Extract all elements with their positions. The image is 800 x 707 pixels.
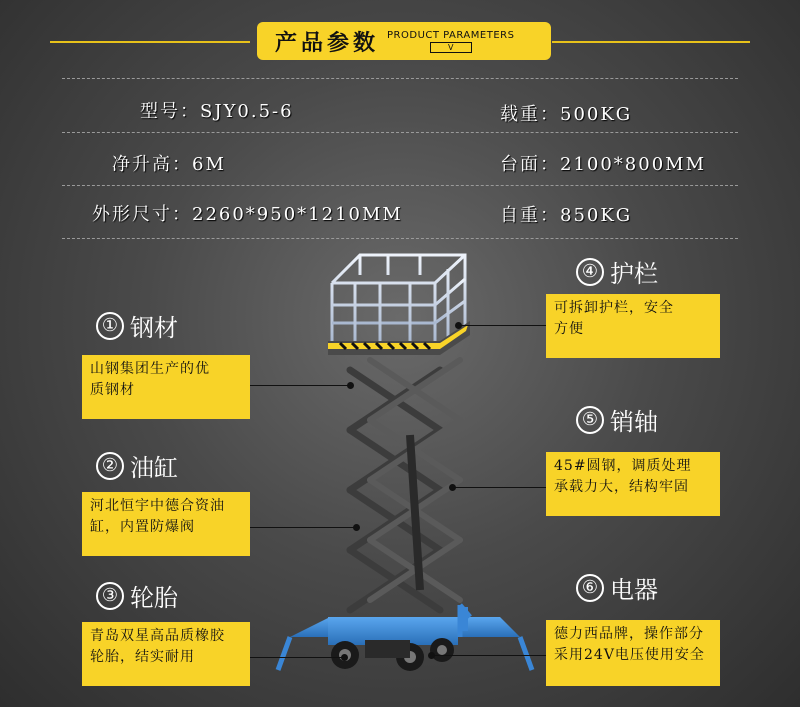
separator: [62, 238, 738, 239]
feature-guardrail-box: 可拆卸护栏，安全 方便: [546, 294, 720, 358]
leader-line: [250, 657, 344, 658]
feature-cylinder-title: ② 油缸: [96, 448, 178, 483]
control-box: [365, 640, 410, 658]
leader-line: [250, 527, 356, 528]
header-title-cn: 产品参数: [275, 29, 380, 56]
feature-steel-title: ① 钢材: [96, 308, 178, 343]
feature-pin-title: ⑤ 销轴: [576, 402, 658, 437]
scissor-lift-illustration: [270, 245, 540, 705]
spec-lift-height: 净升高：6M: [112, 154, 226, 175]
feature-cylinder-box: 河北恒宇中德合资油 缸，内置防爆阀: [82, 492, 250, 556]
leader-line: [454, 487, 546, 488]
leader-dot: [347, 382, 354, 389]
leader-dot: [341, 654, 348, 661]
spec-model: 型号：SJY0.5-6: [140, 101, 294, 122]
header-v-badge: V: [430, 42, 472, 53]
feature-pin-box: 45#圆钢，调质处理 承载力大，结构牢固: [546, 452, 720, 516]
leader-dot: [455, 322, 462, 329]
feature-tire-title: ③ 轮胎: [96, 578, 178, 613]
spec-weight: 自重：850KG: [500, 205, 633, 226]
leader-dot: [449, 484, 456, 491]
separator: [62, 185, 738, 186]
spec-dimensions: 外形尺寸：2260*950*1210MM: [92, 204, 403, 225]
header-line-right: [552, 41, 750, 43]
feature-steel-box: 山钢集团生产的优 质钢材: [82, 355, 250, 419]
leader-line: [460, 325, 546, 326]
header-badge: [257, 22, 551, 60]
header-title-en: PRODUCT PARAMETERS: [387, 29, 515, 41]
separator: [62, 78, 738, 79]
leader-line: [432, 655, 546, 656]
feature-tire-box: 青岛双星高品质橡胶 轮胎，结实耐用: [82, 622, 250, 686]
guardrail: [332, 255, 465, 343]
feature-electrical-box: 德力西品牌，操作部分 采用24V电压使用安全: [546, 620, 720, 686]
leader-dot: [428, 652, 435, 659]
leader-line: [250, 385, 350, 386]
feature-guardrail-title: ④ 护栏: [576, 254, 658, 289]
spec-platform: 台面：2100*800MM: [500, 154, 707, 175]
feature-electrical-title: ⑥ 电器: [576, 570, 658, 605]
spec-load: 载重：500KG: [500, 104, 633, 125]
leader-dot: [353, 524, 360, 531]
header-line-left: [50, 41, 250, 43]
separator: [62, 132, 738, 133]
